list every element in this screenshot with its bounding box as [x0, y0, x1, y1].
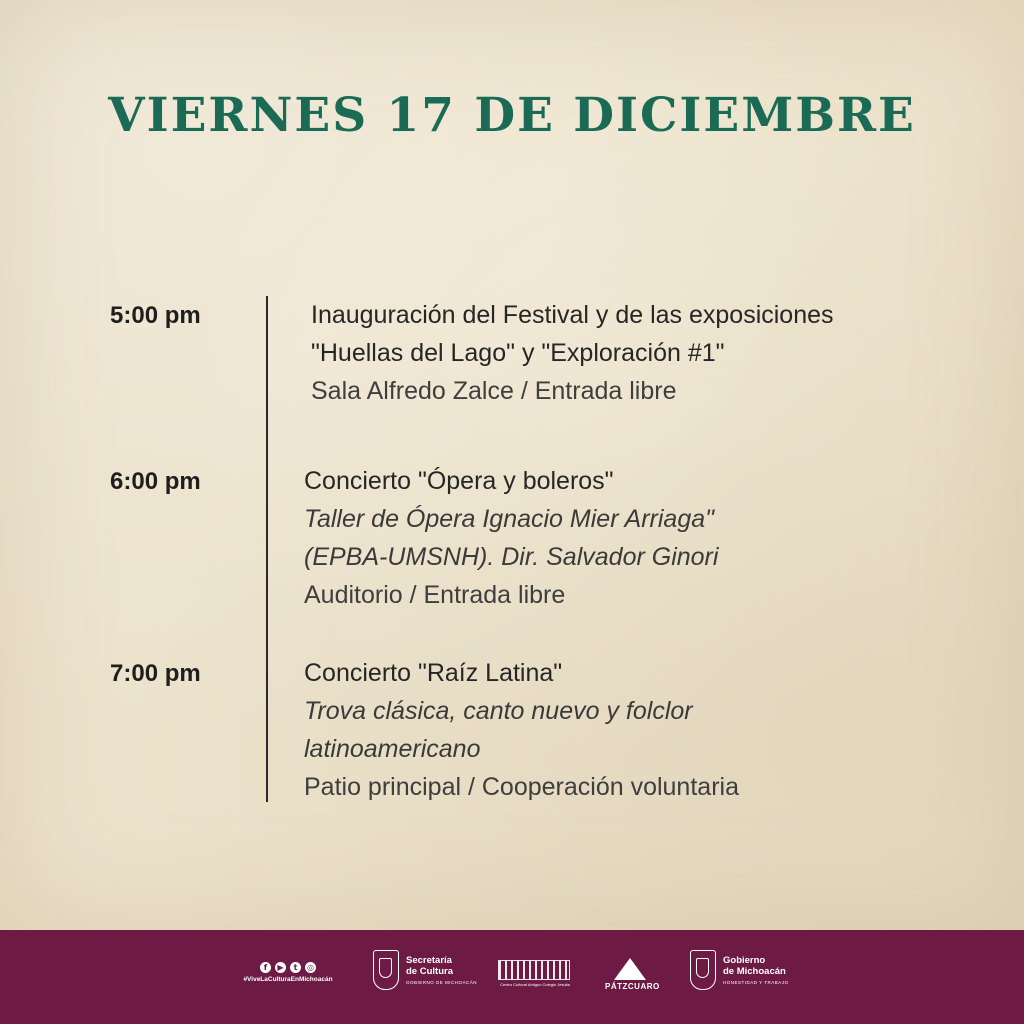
- event-title-line: Concierto "Raíz Latina": [304, 659, 563, 687]
- event-subtitle-line: latinoamericano: [304, 735, 481, 763]
- crest-icon: [690, 950, 716, 990]
- centro-cultural-text: Centro Cultural Antiguo Colegio Jesuita: [500, 982, 570, 987]
- logo-line: de Cultura: [406, 966, 453, 977]
- event-title-line: "Huellas del Lago" y "Exploración #1": [311, 339, 725, 367]
- logo-subtitle: HONESTIDAD Y TRABAJO: [723, 980, 789, 985]
- centro-cultural-logo: [498, 960, 572, 987]
- facebook-icon[interactable]: f: [260, 962, 271, 973]
- logo-line: Gobierno: [723, 955, 766, 966]
- mountain-icon: [614, 958, 646, 980]
- logo-subtitle: GOBIERNO DE MICHOACÁN: [406, 980, 478, 985]
- logo-line: Secretaría: [406, 955, 452, 966]
- event-details: [304, 654, 739, 806]
- patzcuaro-text: PÁTZCUARO: [605, 982, 660, 991]
- event-details: [311, 296, 834, 410]
- crest-icon: [373, 950, 399, 990]
- patzcuaro-logo: [605, 958, 660, 991]
- event-subtitle-line: Trova clásica, canto nuevo y folclor: [304, 697, 693, 725]
- gobierno-michoacan-logo: [690, 950, 789, 990]
- timeline-divider: [266, 296, 268, 802]
- event-time: 6:00 pm: [110, 468, 201, 495]
- event-subtitle-line: Taller de Ópera Ignacio Mier Arriaga": [304, 505, 714, 533]
- event-time: 5:00 pm: [110, 302, 201, 329]
- secretaria-cultura-logo: [373, 950, 477, 990]
- footer-bar: [0, 930, 1024, 1024]
- event-details: [304, 462, 718, 614]
- building-icon: [498, 960, 570, 980]
- social-icons: [238, 962, 338, 973]
- logo-line: de Michoacán: [723, 966, 786, 977]
- event-time: 7:00 pm: [110, 660, 201, 687]
- twitter-icon[interactable]: t: [290, 962, 301, 973]
- event-title-line: Concierto "Ópera y boleros": [304, 467, 614, 495]
- youtube-icon[interactable]: ▶: [275, 962, 286, 973]
- page-title: VIERNES 17 DE DICIEMBRE: [108, 88, 916, 143]
- event-venue: Patio principal / Cooperación voluntaria: [304, 773, 739, 801]
- event-venue: Sala Alfredo Zalce / Entrada libre: [311, 377, 677, 405]
- hashtag-text: #ViveLaCulturaEnMichoacán: [243, 976, 333, 983]
- event-subtitle-line: (EPBA-UMSNH). Dir. Salvador Ginori: [304, 543, 719, 571]
- event-title-line: Inauguración del Festival y de las exposiciones: [311, 301, 834, 329]
- event-venue: Auditorio / Entrada libre: [304, 581, 566, 609]
- instagram-icon[interactable]: ◎: [305, 962, 316, 973]
- social-block: [238, 962, 338, 983]
